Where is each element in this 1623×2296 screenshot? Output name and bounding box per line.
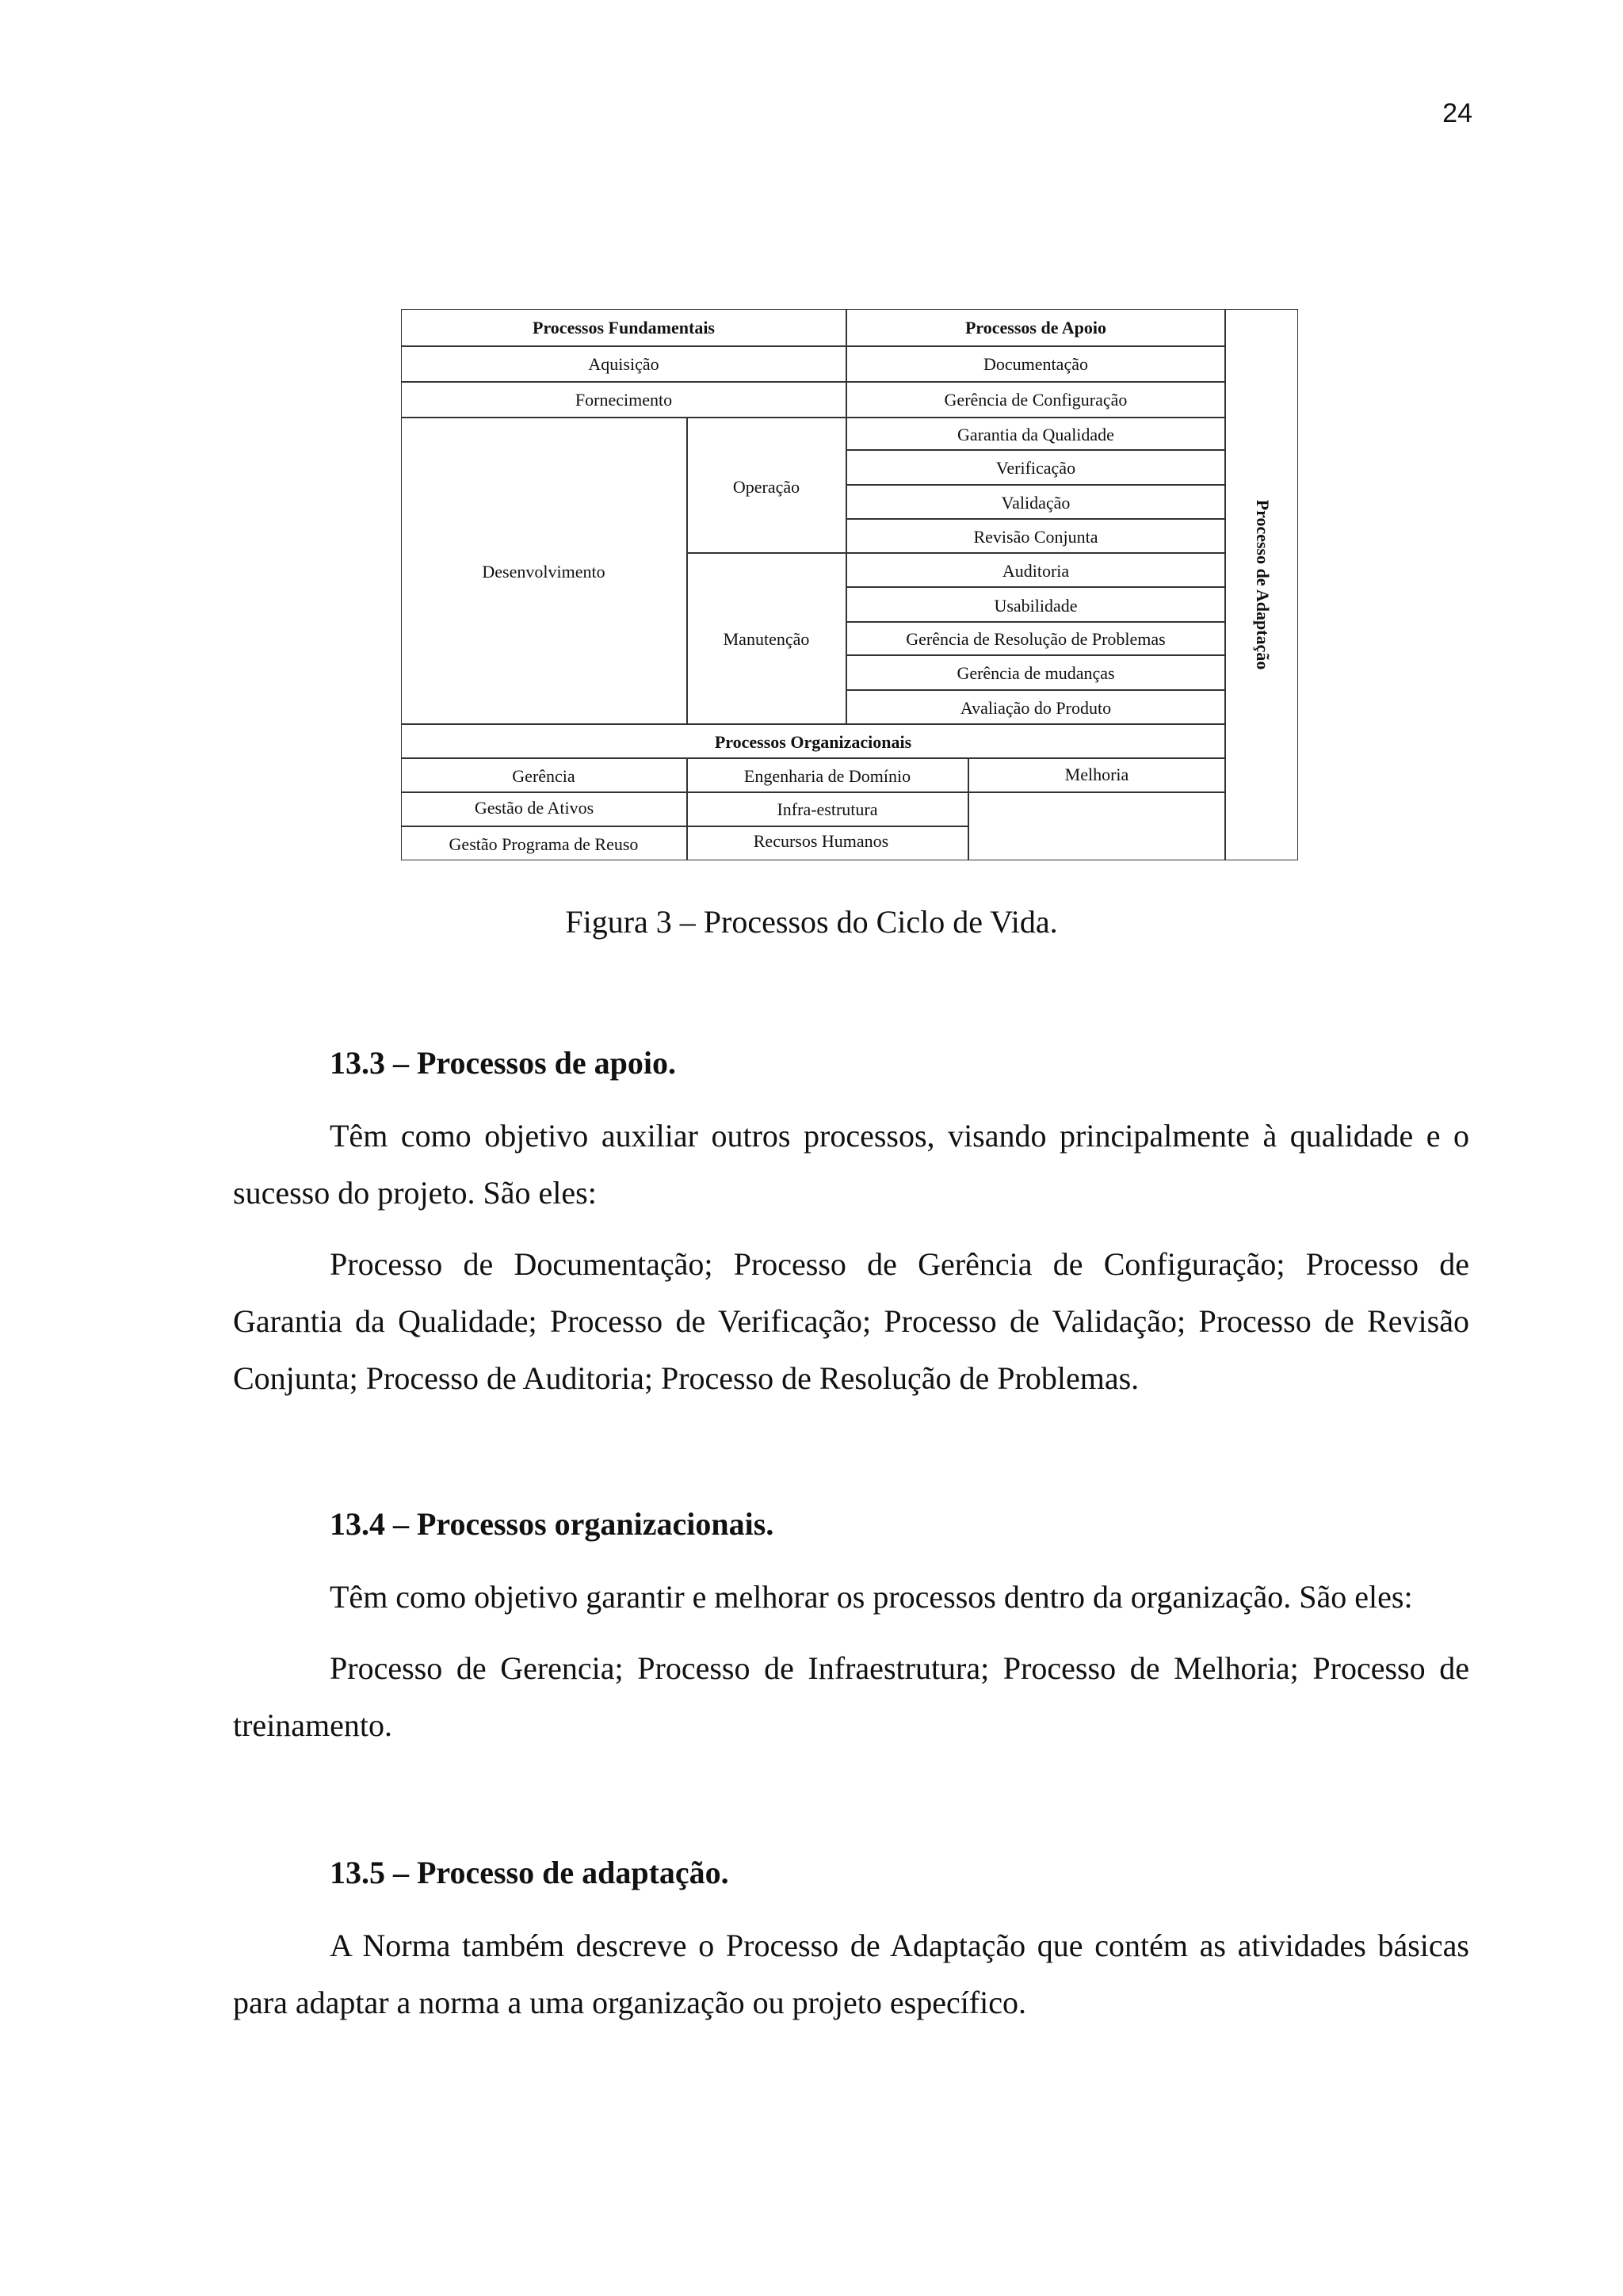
apoio-item: Gerência de Configuração (944, 390, 1128, 410)
header-fundamentais: Processos Fundamentais (533, 318, 715, 338)
cell-desenvolvimento: Desenvolvimento (482, 562, 605, 582)
paragraph: Processo de Gerencia; Processo de Infraestrutura; Processo de Melhoria; Processo de treinamento. (233, 1650, 1469, 1743)
section-processos-organizacionais (233, 1508, 1469, 1754)
apoio-item: Verificação (995, 458, 1076, 478)
org-melhoria: Melhoria (1064, 765, 1129, 784)
header-adaptacao: Processo de Adaptação (1253, 499, 1273, 670)
apoio-item: Gerência de mudanças (957, 663, 1115, 683)
lifecycle-processes-figure (401, 309, 1298, 860)
org-item: Infra-estrutura (777, 799, 878, 819)
org-item: Gerência (512, 766, 575, 786)
apoio-item: Documentação (983, 354, 1088, 374)
org-item: Engenharia de Domínio (743, 766, 911, 786)
org-item: Gestão de Ativos (474, 798, 594, 818)
apoio-item: Auditoria (1002, 561, 1070, 581)
apoio-item: Garantia da Qualidade (957, 425, 1114, 444)
cell-operacao: Operação (732, 477, 800, 497)
org-item: Gestão Programa de Reuso (449, 834, 639, 854)
section-heading: 13.3 – Processos de apoio. (330, 1045, 677, 1081)
org-item: Recursos Humanos (753, 831, 889, 851)
apoio-item: Avaliação do Produto (960, 698, 1112, 718)
section-heading: 13.5 – Processo de adaptação. (330, 1855, 729, 1890)
cell-manutencao: Manutenção (723, 629, 810, 649)
section-processos-apoio (233, 1047, 1469, 1407)
page-number: 24 (1442, 98, 1472, 128)
apoio-item: Validação (1001, 493, 1071, 513)
section-processo-adaptacao (233, 1857, 1469, 2031)
apoio-item: Gerência de Resolução de Problemas (906, 629, 1166, 649)
apoio-item: Revisão Conjunta (973, 527, 1098, 547)
apoio-item: Usabilidade (994, 596, 1078, 616)
lifecycle-table (401, 309, 1298, 860)
section-heading: 13.4 – Processos organizacionais. (330, 1506, 774, 1542)
paragraph: Têm como objetivo garantir e melhorar os processos dentro da organização. São eles: (330, 1579, 1413, 1615)
header-apoio: Processos de Apoio (964, 318, 1107, 338)
paragraph: Processo de Documentação; Processo de Gerência de Configuração; Processo de Garantia da Qualidade; Processo de Verificação; Processo de Validação; Processo de Revisão Conjunta; Processo de Auditoria; Processo de Resolução de Problemas. (233, 1246, 1469, 1396)
header-organizacionais: Processos Organizacionais (714, 732, 912, 752)
cell-fornecimento: Fornecimento (575, 390, 673, 410)
paragraph: Têm como objetivo auxiliar outros processos, visando principalmente à qualidade e o sucesso do projeto. São eles: (233, 1118, 1469, 1211)
cell-aquisicao: Aquisição (588, 354, 659, 374)
figure-caption: Figura 3 – Processos do Ciclo de Vida. (565, 904, 1058, 940)
paragraph: A Norma também descreve o Processo de Adaptação que contém as atividades básicas para adaptar a norma a uma organização ou projeto específico. (233, 1928, 1469, 2020)
